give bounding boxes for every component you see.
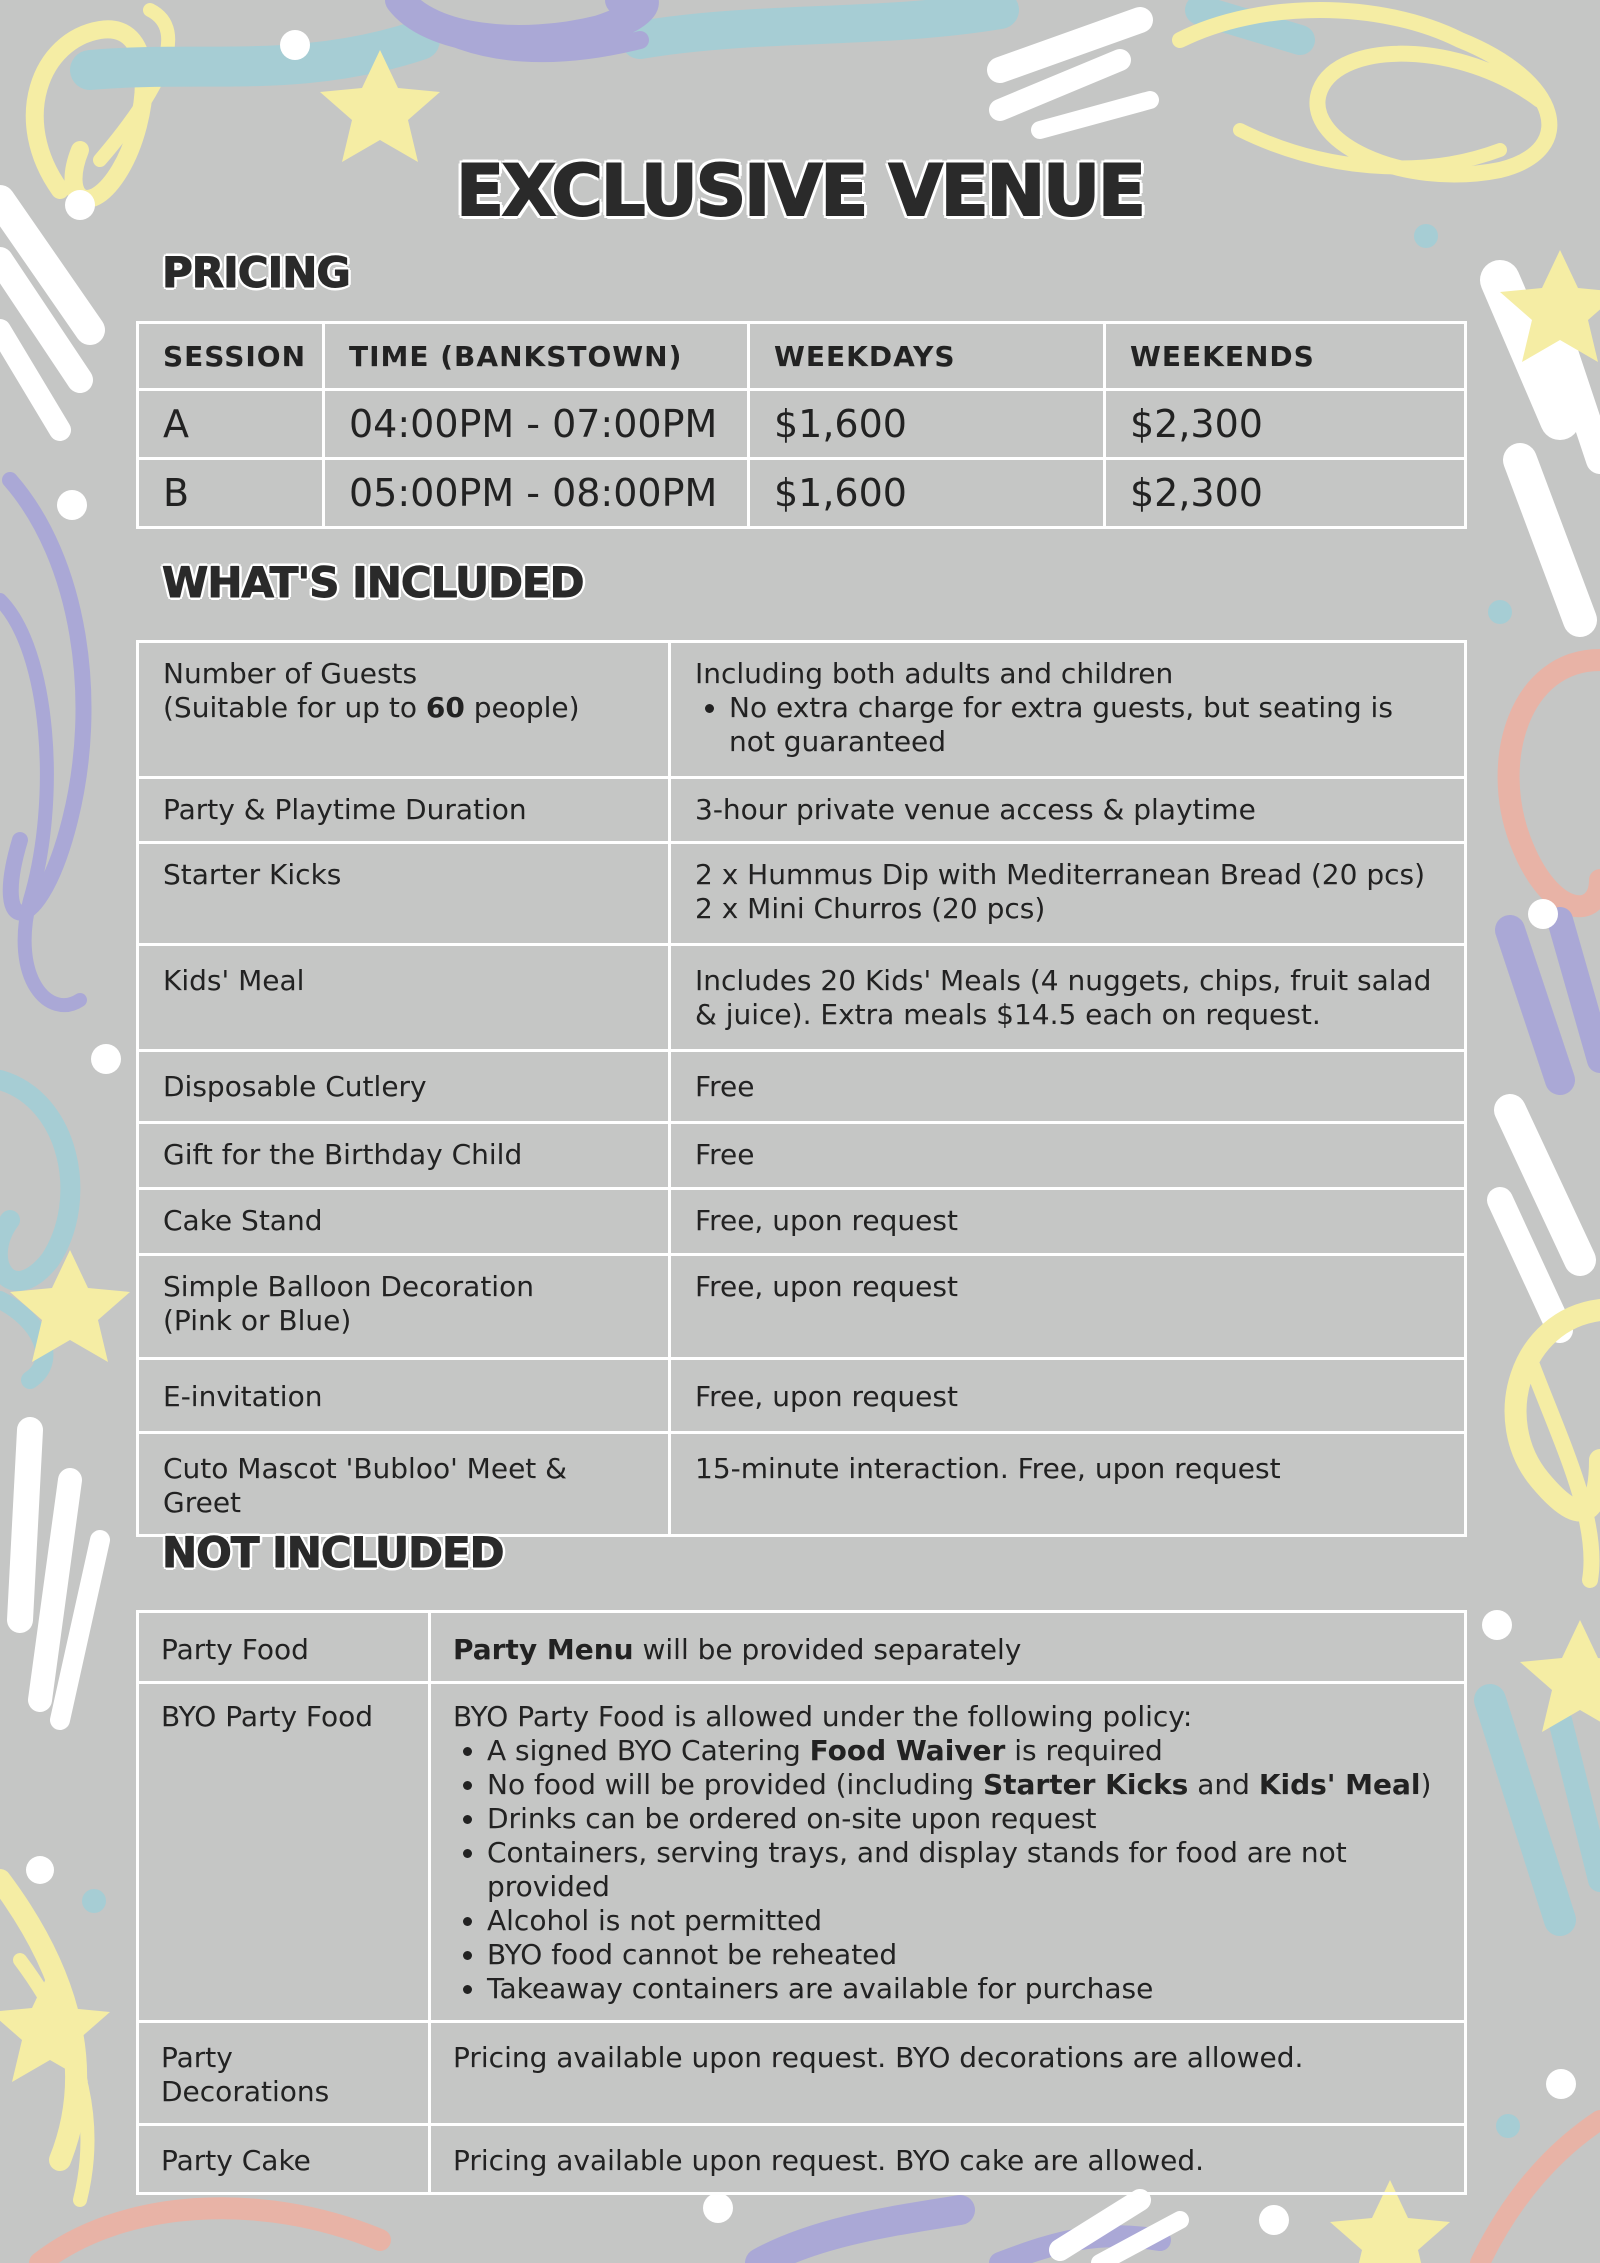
label-text: Number of Guests [163,657,418,690]
page-title: EXCLUSIVE VENUE [456,150,1144,232]
not-included-label-cell: Party Decorations [138,2022,430,2125]
value-text: 2 x Hummus Dip with Mediterranean Bread (20 pcs) [695,858,1425,891]
column-header-session: SESSION [138,323,324,390]
value-text: Including both adults and children [695,657,1174,690]
table-row [138,843,1466,945]
list-item: • Alcohol is not permitted [487,1904,1442,1938]
included-label-cell: Gift for the Birthday Child [138,1123,670,1189]
table-row [138,1433,1466,1536]
table-row [138,2022,1466,2125]
value-text: 2 x Mini Churros (20 pcs) [695,892,1046,925]
pricing-header-row [138,323,1466,390]
included-label-cell [138,642,670,778]
included-value-cell: Free, upon request [670,1359,1466,1433]
included-label-cell: Cuto Mascot 'Bubloo' Meet & Greet [138,1433,670,1536]
section-heading-included: WHAT'S INCLUDED [162,558,584,607]
table-row [138,642,1466,778]
included-label-cell: Party & Playtime Duration [138,778,670,843]
not-included-label-cell: Party Cake [138,2125,430,2194]
not-included-label-cell: BYO Party Food [138,1683,430,2022]
label-text: (Suitable for up to [163,691,426,724]
weekend-price-cell: $2,300 [1105,390,1466,459]
included-label-cell: E-invitation [138,1359,670,1433]
included-label-cell: Disposable Cutlery [138,1051,670,1123]
table-row [138,2125,1466,2194]
table-row [138,390,1466,459]
included-value-cell: Includes 20 Kids' Meals (4 nuggets, chips, fruit salad & juice). Extra meals $14.5 each on request. [670,945,1466,1051]
included-value-cell [670,642,1466,778]
section-heading-not-included: NOT INCLUDED [162,1528,504,1577]
table-row [138,1612,1466,1683]
column-header-weekdays: WEEKDAYS [749,323,1105,390]
session-cell: A [138,390,324,459]
included-value-cell: Free, upon request [670,1255,1466,1359]
column-header-time: TIME (BANKSTOWN) [324,323,749,390]
table-row [138,1255,1466,1359]
time-cell: 04:00PM - 07:00PM [324,390,749,459]
weekend-price-cell: $2,300 [1105,459,1466,528]
table-row [138,1123,1466,1189]
guest-count: 60 [425,691,465,724]
included-value-cell [670,843,1466,945]
table-row [138,1359,1466,1433]
list-item: • BYO food cannot be reheated [487,1938,1442,1972]
section-heading-pricing: PRICING [162,248,350,297]
list-item: • No food will be provided (including Starter Kicks and Kids' Meal) [487,1768,1442,1802]
table-row [138,1189,1466,1255]
weekday-price-cell: $1,600 [749,459,1105,528]
included-label-cell: Kids' Meal [138,945,670,1051]
table-row [138,1683,1466,2022]
pricing-table [136,321,1467,529]
table-row [138,945,1466,1051]
included-value-cell: Free [670,1123,1466,1189]
table-row [138,1051,1466,1123]
included-label-cell [138,1255,670,1359]
column-header-weekends: WEEKENDS [1105,323,1466,390]
included-value-cell: Free, upon request [670,1189,1466,1255]
list-item: • Drinks can be ordered on-site upon request [487,1802,1442,1836]
list-item: • A signed BYO Catering Food Waiver is required [487,1734,1442,1768]
included-table [136,640,1467,1537]
not-included-value-cell: Pricing available upon request. BYO decorations are allowed. [430,2022,1466,2125]
not-included-value-cell [430,1612,1466,1683]
not-included-value-cell [430,1683,1466,2022]
list-item: • No extra charge for extra guests, but seating is not guaranteed [729,691,1440,759]
included-label-cell: Starter Kicks [138,843,670,945]
table-row [138,778,1466,843]
table-row [138,459,1466,528]
included-label-cell: Cake Stand [138,1189,670,1255]
label-text: (Pink or Blue) [163,1304,352,1337]
list-item: • Containers, serving trays, and display stands for food are not provided [487,1836,1442,1904]
list-item: • Takeaway containers are available for purchase [487,1972,1442,2006]
session-cell: B [138,459,324,528]
not-included-table [136,1610,1467,2195]
included-value-cell: 15-minute interaction. Free, upon request [670,1433,1466,1536]
time-cell: 05:00PM - 08:00PM [324,459,749,528]
value-text: will be provided separately [633,1633,1022,1666]
party-menu-text: Party Menu [453,1633,634,1666]
value-text: BYO Party Food is allowed under the following policy: [453,1700,1193,1733]
not-included-value-cell: Pricing available upon request. BYO cake are allowed. [430,2125,1466,2194]
label-text: Simple Balloon Decoration [163,1270,534,1303]
weekday-price-cell: $1,600 [749,390,1105,459]
included-value-cell: 3-hour private venue access & playtime [670,778,1466,843]
not-included-label-cell: Party Food [138,1612,430,1683]
label-text: people) [464,691,580,724]
included-value-cell: Free [670,1051,1466,1123]
